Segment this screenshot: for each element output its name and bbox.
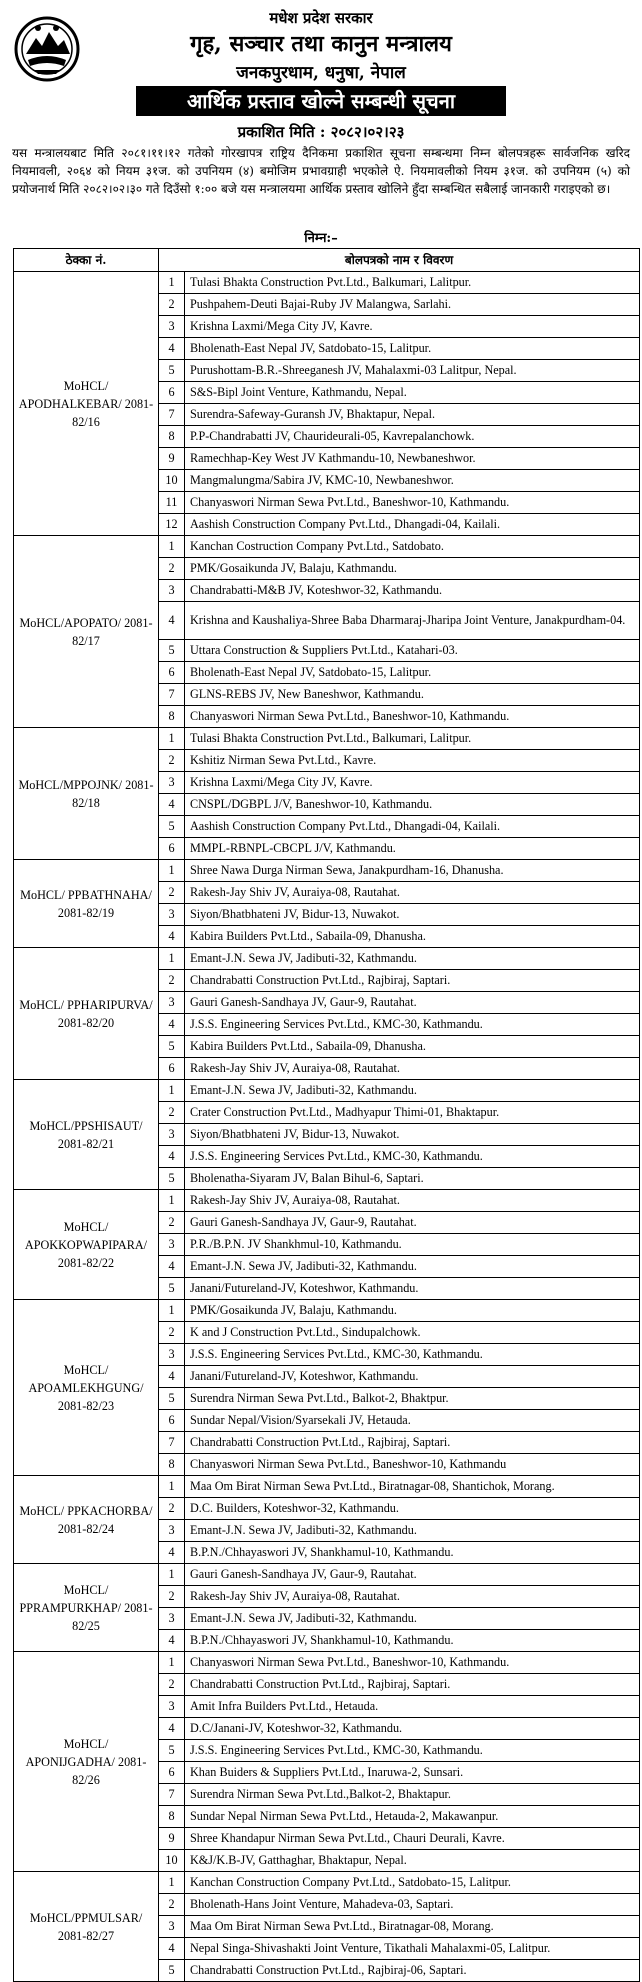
serial-number: 2 — [159, 1894, 185, 1916]
serial-number: 5 — [159, 1388, 185, 1410]
serial-number: 3 — [159, 904, 185, 926]
serial-number: 7 — [159, 1432, 185, 1454]
bidder-name: Emant-J.N. Sewa JV, Jadibuti-32, Kathmandu. — [185, 1080, 640, 1102]
serial-number: 8 — [159, 1454, 185, 1476]
serial-number: 4 — [159, 1366, 185, 1388]
serial-number: 5 — [159, 1740, 185, 1762]
serial-number: 6 — [159, 1410, 185, 1432]
serial-number: 2 — [159, 294, 185, 316]
bidder-name: Gauri Ganesh-Sandhaya JV, Gaur-9, Rautahat. — [185, 1212, 640, 1234]
serial-number: 4 — [159, 602, 185, 640]
serial-number: 3 — [159, 1608, 185, 1630]
serial-number: 4 — [159, 1938, 185, 1960]
contract-number: MoHCL/ APONIJGADHA/ 2081-82/26 — [14, 1652, 159, 1872]
contract-number: MoHCL/MPPOJNK/ 2081-82/18 — [14, 728, 159, 860]
bidder-name: Krishna Laxmi/Mega City JV, Kavre. — [185, 772, 640, 794]
bidder-name: Surendra Nirman Sewa Pvt.Ltd., Balkot-2, Bhaktpur. — [185, 1388, 640, 1410]
serial-number: 3 — [159, 1520, 185, 1542]
province-heading: मधेश प्रदेश सरकार — [269, 9, 373, 27]
bidder-name: Kanchan Construction Company Pvt.Ltd., Satdobato-15, Lalitpur. — [185, 1872, 640, 1894]
table-header-row — [14, 249, 640, 272]
bidder-name: Chandrabatti Construction Pvt.Ltd., Rajbiraj, Saptari. — [185, 970, 640, 992]
bidder-name: Gauri Ganesh-Sandhaya JV, Gaur-9, Rautahat. — [185, 1564, 640, 1586]
bidder-name: Gauri Ganesh-Sandhaya JV, Gaur-9, Rautahat. — [185, 992, 640, 1014]
serial-number: 8 — [159, 426, 185, 448]
serial-number: 1 — [159, 1652, 185, 1674]
serial-number: 1 — [159, 860, 185, 882]
serial-number: 5 — [159, 816, 185, 838]
table-row — [14, 728, 640, 750]
table-row — [14, 1190, 640, 1212]
bidder-name: K and J Construction Pvt.Ltd., Sindupalchowk. — [185, 1322, 640, 1344]
serial-number: 1 — [159, 1564, 185, 1586]
serial-number: 2 — [159, 1322, 185, 1344]
bidder-name: Surendra Nirman Sewa Pvt.Ltd.,Balkot-2, Bhaktapur. — [185, 1784, 640, 1806]
bidder-name: Rakesh-Jay Shiv JV, Auraiya-08, Rautahat. — [185, 1586, 640, 1608]
serial-number: 3 — [159, 1916, 185, 1938]
serial-number: 1 — [159, 1300, 185, 1322]
notice-title: आर्थिक प्रस्ताव खोल्ने सम्बन्धी सूचना — [136, 86, 506, 116]
bidder-name: B.P.N./Chhayaswori JV, Shankhamul-10, Kathmandu. — [185, 1630, 640, 1652]
bidder-name: Kabira Builders Pvt.Ltd., Sabaila-09, Dhanusha. — [185, 1036, 640, 1058]
contract-number: MoHCL/ PPKACHORBA/ 2081-82/24 — [14, 1476, 159, 1564]
serial-number: 1 — [159, 728, 185, 750]
bidder-name: Bholenath-East Nepal JV, Satdobato-15, Lalitpur. — [185, 338, 640, 360]
contract-number: MoHCL/ APODHALKEBAR/ 2081-82/16 — [14, 272, 159, 536]
bidder-name: Emant-J.N. Sewa JV, Jadibuti-32, Kathmandu. — [185, 1520, 640, 1542]
serial-number: 2 — [159, 1586, 185, 1608]
ministry-heading: गृह, सञ्चार तथा कानुन मन्त्रालय — [190, 31, 452, 57]
serial-number: 5 — [159, 1036, 185, 1058]
serial-number: 2 — [159, 558, 185, 580]
bidder-name: Siyon/Bhatbhateni JV, Bidur-13, Nuwakot. — [185, 904, 640, 926]
bidder-name: Janani/Futureland-JV, Koteshwor, Kathmandu. — [185, 1278, 640, 1300]
serial-number: 6 — [159, 1762, 185, 1784]
contract-no-header: ठेक्का नं. — [14, 249, 159, 272]
serial-number: 6 — [159, 662, 185, 684]
serial-number: 4 — [159, 1256, 185, 1278]
bidder-name: Chanyaswori Nirman Sewa Pvt.Ltd., Baneshwor-10, Kathmandu. — [185, 1652, 640, 1674]
serial-number: 2 — [159, 1102, 185, 1124]
bidder-name: Tulasi Bhakta Construction Pvt.Ltd., Balkumari, Lalitpur. — [185, 272, 640, 294]
serial-number: 5 — [159, 1168, 185, 1190]
serial-number: 9 — [159, 1828, 185, 1850]
bidder-name: Maa Om Birat Nirman Sewa Pvt.Ltd., Biratnagar-08, Shantichok, Morang. — [185, 1476, 640, 1498]
table-row — [14, 1564, 640, 1586]
bidder-name: Ramechhap-Key West JV Kathmandu-10, Newbaneshwor. — [185, 448, 640, 470]
serial-number: 3 — [159, 1234, 185, 1256]
serial-number: 1 — [159, 1872, 185, 1894]
serial-number: 5 — [159, 1278, 185, 1300]
serial-number: 8 — [159, 706, 185, 728]
contract-number: MoHCL/PPSHISAUT/ 2081-82/21 — [14, 1080, 159, 1190]
serial-number: 5 — [159, 1960, 185, 1982]
bidders-table — [13, 248, 640, 1982]
serial-number: 4 — [159, 1630, 185, 1652]
bidder-name: Rakesh-Jay Shiv JV, Auraiya-08, Rautahat. — [185, 882, 640, 904]
bidder-name: PMK/Gosaikunda JV, Balaju, Kathmandu. — [185, 558, 640, 580]
bidder-name: Purushottam-B.R.-Shreeganesh JV, Mahalaxmi-03 Lalitpur, Nepal. — [185, 360, 640, 382]
serial-number: 5 — [159, 360, 185, 382]
serial-number: 5 — [159, 640, 185, 662]
bidder-name: J.S.S. Engineering Services Pvt.Ltd., KMC-30, Kathmandu. — [185, 1014, 640, 1036]
serial-number: 2 — [159, 1674, 185, 1696]
serial-number: 1 — [159, 1080, 185, 1102]
bidder-name: Pushpahem-Deuti Bajai-Ruby JV Malangwa, Sarlahi. — [185, 294, 640, 316]
serial-number: 12 — [159, 514, 185, 536]
bidder-name: Janani/Futureland-JV, Koteshwor, Kathmandu. — [185, 1366, 640, 1388]
bidder-name: MMPL-RBNPL-CBCPL J/V, Kathmandu. — [185, 838, 640, 860]
serial-number: 3 — [159, 992, 185, 1014]
bidder-name: J.S.S. Engineering Services Pvt.Ltd., KMC-30, Kathmandu. — [185, 1146, 640, 1168]
serial-number: 4 — [159, 1014, 185, 1036]
bidder-name: Emant-J.N. Sewa JV, Jadibuti-32, Kathmandu. — [185, 948, 640, 970]
bidder-name: Bholenatha-Siyaram JV, Balan Bihul-6, Saptari. — [185, 1168, 640, 1190]
serial-number: 6 — [159, 1058, 185, 1080]
serial-number: 4 — [159, 338, 185, 360]
bidder-name: Chanyaswori Nirman Sewa Pvt.Ltd., Baneshwor-10, Kathmandu. — [185, 706, 640, 728]
serial-number: 7 — [159, 404, 185, 426]
serial-number: 9 — [159, 448, 185, 470]
bidder-details-header: बोलपत्रको नाम र विवरण — [159, 249, 640, 272]
list-heading: निम्न:– — [304, 231, 338, 246]
notice-header — [0, 0, 642, 246]
serial-number: 3 — [159, 580, 185, 602]
bidder-name: Maa Om Birat Nirman Sewa Pvt.Ltd., Biratnagar-08, Morang. — [185, 1916, 640, 1938]
table-row — [14, 1652, 640, 1674]
contract-number: MoHCL/ PPRAMPURKHAP/ 2081-82/25 — [14, 1564, 159, 1652]
bidder-name: Uttara Construction & Suppliers Pvt.Ltd., Katahari-03. — [185, 640, 640, 662]
bidder-name: Chanyaswori Nirman Sewa Pvt.Ltd., Baneshwor-10, Kathmandu. — [185, 492, 640, 514]
table-row — [14, 1476, 640, 1498]
serial-number: 4 — [159, 1146, 185, 1168]
serial-number: 1 — [159, 1190, 185, 1212]
serial-number: 1 — [159, 272, 185, 294]
published-date: प्रकाशित मिति : २०८२।०२।२३ — [237, 123, 405, 141]
serial-number: 3 — [159, 1344, 185, 1366]
serial-number: 4 — [159, 794, 185, 816]
serial-number: 3 — [159, 316, 185, 338]
serial-number: 2 — [159, 882, 185, 904]
serial-number: 6 — [159, 382, 185, 404]
bidder-name: CNSPL/DGBPL J/V, Baneshwor-10, Kathmandu. — [185, 794, 640, 816]
serial-number: 2 — [159, 750, 185, 772]
bidder-name: Surendra-Safeway-Guransh JV, Bhaktapur, Nepal. — [185, 404, 640, 426]
bidder-name: D.C/Janani-JV, Koteshwor-32, Kathmandu. — [185, 1718, 640, 1740]
serial-number: 6 — [159, 838, 185, 860]
serial-number: 7 — [159, 1784, 185, 1806]
bidder-name: Crater Construction Pvt.Ltd., Madhyapur Thimi-01, Bhaktapur. — [185, 1102, 640, 1124]
table-row — [14, 1080, 640, 1102]
table-row — [14, 860, 640, 882]
table-row — [14, 272, 640, 294]
bidder-name: Amit Infra Builders Pvt.Ltd., Hetauda. — [185, 1696, 640, 1718]
contract-number: MoHCL/APOPATO/ 2081-82/17 — [14, 536, 159, 728]
serial-number: 1 — [159, 1476, 185, 1498]
serial-number: 3 — [159, 1696, 185, 1718]
bidder-name: S&S-Bipl Joint Venture, Kathmandu, Nepal. — [185, 382, 640, 404]
bidder-name: Emant-J.N. Sewa JV, Jadibuti-32, Kathmandu. — [185, 1608, 640, 1630]
bidder-name: Chandrabatti-M&B JV, Koteshwor-32, Kathmandu. — [185, 580, 640, 602]
intro-paragraph: यस मन्त्रालयबाट मिति २०८१।११।१२ गतेको गोरखापत्र राष्ट्रिय दैनिकमा प्रकाशित सूचना सम्बन्धमा निम्न बोलपत्रहरू सार्वजनिक खरिद नियमावली, २०६४ को नियम ३१ज. को उपनियम (४) बमोजिम प्रभावग्राही भएकोले ऐ. नियमावलीको नियम ३१ज. को उपनियम (५) को प्रयोजनार्थ मिति २०८२।०२।३० गते दिउँसो १:०० बजे यस मन्त्रालयमा आर्थिक प्रस्ताव खोलिने हुँदा सम्बन्धित सबैलाई जानकारी गराइएको छ। — [12, 146, 630, 196]
bidder-name: P.P-Chandrabatti JV, Chaurideurali-05, Kavrepalanchowk. — [185, 426, 640, 448]
bidder-name: Bholenath-Hans Joint Venture, Mahadeva-03, Saptari. — [185, 1894, 640, 1916]
bidder-name: Krishna and Kaushaliya-Shree Baba Dharmaraj-Jharipa Joint Venture, Janakpurdham-04. — [185, 602, 640, 640]
serial-number: 2 — [159, 1212, 185, 1234]
bidder-name: PMK/Gosaikunda JV, Balaju, Kathmandu. — [185, 1300, 640, 1322]
bidder-name: Krishna Laxmi/Mega City JV, Kavre. — [185, 316, 640, 338]
contract-number: MoHCL/PPMULSAR/ 2081-82/27 — [14, 1872, 159, 1982]
bidder-name: Emant-J.N. Sewa JV, Jadibuti-32, Kathmandu. — [185, 1256, 640, 1278]
bidder-name: Rakesh-Jay Shiv JV, Auraiya-08, Rautahat. — [185, 1058, 640, 1080]
bidder-name: Chanyaswori Nirman Sewa Pvt.Ltd., Baneshwor-10, Kathmandu — [185, 1454, 640, 1476]
bidder-name: Khan Buiders & Suppliers Pvt.Ltd., Inaruwa-2, Sunsari. — [185, 1762, 640, 1784]
serial-number: 4 — [159, 926, 185, 948]
bidder-name: Siyon/Bhatbhateni JV, Bidur-13, Nuwakot. — [185, 1124, 640, 1146]
bidder-name: D.C. Builders, Koteshwor-32, Kathmandu. — [185, 1498, 640, 1520]
bidder-name: Bholenath-East Nepal JV, Satdobato-15, Lalitpur. — [185, 662, 640, 684]
bidder-name: Shree Khandapur Nirman Sewa Pvt.Ltd., Chauri Deurali, Kavre. — [185, 1828, 640, 1850]
bidder-name: Rakesh-Jay Shiv JV, Auraiya-08, Rautahat. — [185, 1190, 640, 1212]
bidder-name: Tulasi Bhakta Construction Pvt.Ltd., Balkumari, Lalitpur. — [185, 728, 640, 750]
contract-number: MoHCL/ PPBATHNAHA/ 2081-82/19 — [14, 860, 159, 948]
bidder-name: Kanchan Costruction Company Pvt.Ltd., Satdobato. — [185, 536, 640, 558]
bidder-name: Mangmalungma/Sabira JV, KMC-10, Newbaneshwor. — [185, 470, 640, 492]
serial-number: 11 — [159, 492, 185, 514]
bidder-name: K&J/K.B-JV, Gatthaghar, Bhaktapur, Nepal. — [185, 1850, 640, 1872]
serial-number: 10 — [159, 1850, 185, 1872]
serial-number: 4 — [159, 1542, 185, 1564]
bidder-name: Chandrabatti Construction Pvt.Ltd., Rajbiraj, Saptari. — [185, 1432, 640, 1454]
serial-number: 4 — [159, 1718, 185, 1740]
serial-number: 3 — [159, 772, 185, 794]
office-address: जनकपुरधाम, धनुषा, नेपाल — [236, 63, 406, 83]
bidder-name: P.R./B.P.N. JV Shankhmul-10, Kathmandu. — [185, 1234, 640, 1256]
bidder-name: Chandrabatti Construction Pvt.Ltd., Rajbiraj, Saptari. — [185, 1674, 640, 1696]
table-row — [14, 1872, 640, 1894]
table-row — [14, 1300, 640, 1322]
bidder-name: Nepal Singa-Shivashakti Joint Venture, Tikathali Mahalaxmi-05, Lalitpur. — [185, 1938, 640, 1960]
bidder-name: Sundar Nepal Nirman Sewa Pvt.Ltd., Hetauda-2, Makawanpur. — [185, 1806, 640, 1828]
contract-number: MoHCL/ APOKKOPWAPIPARA/ 2081-82/22 — [14, 1190, 159, 1300]
bidder-name: Sundar Nepal/Vision/Syarsekali JV, Hetauda. — [185, 1410, 640, 1432]
serial-number: 1 — [159, 948, 185, 970]
serial-number: 10 — [159, 470, 185, 492]
contract-number: MoHCL/ PPHARIPURVA/ 2081-82/20 — [14, 948, 159, 1080]
bidder-name: Shree Nawa Durga Nirman Sewa, Janakpurdham-16, Dhanusha. — [185, 860, 640, 882]
contract-number: MoHCL/ APOAMLEKHGUNG/ 2081-82/23 — [14, 1300, 159, 1476]
serial-number: 8 — [159, 1806, 185, 1828]
bidder-name: Aashish Construction Company Pvt.Ltd., Dhangadi-04, Kailali. — [185, 514, 640, 536]
bidder-name: B.P.N./Chhayaswori JV, Shankhamul-10, Kathmandu. — [185, 1542, 640, 1564]
serial-number: 2 — [159, 970, 185, 992]
bidder-name: J.S.S. Engineering Services Pvt.Ltd., KMC-30, Kathmandu. — [185, 1740, 640, 1762]
bidder-name: Aashish Construction Company Pvt.Ltd., Dhangadi-04, Kailali. — [185, 816, 640, 838]
serial-number: 1 — [159, 536, 185, 558]
bidder-name: Kabira Builders Pvt.Ltd., Sabaila-09, Dhanusha. — [185, 926, 640, 948]
bidder-name: Kshitiz Nirman Sewa Pvt.Ltd., Kavre. — [185, 750, 640, 772]
table-row — [14, 536, 640, 558]
bidder-name: J.S.S. Engineering Services Pvt.Ltd., KMC-30, Kathmandu. — [185, 1344, 640, 1366]
serial-number: 3 — [159, 1124, 185, 1146]
table-body — [14, 272, 640, 1982]
serial-number: 7 — [159, 684, 185, 706]
bidder-name: Chandrabatti Construction Pvt.Ltd., Rajbiraj-06, Saptari. — [185, 1960, 640, 1982]
table-row — [14, 948, 640, 970]
serial-number: 2 — [159, 1498, 185, 1520]
bidder-name: GLNS-REBS JV, New Baneshwor, Kathmandu. — [185, 684, 640, 706]
